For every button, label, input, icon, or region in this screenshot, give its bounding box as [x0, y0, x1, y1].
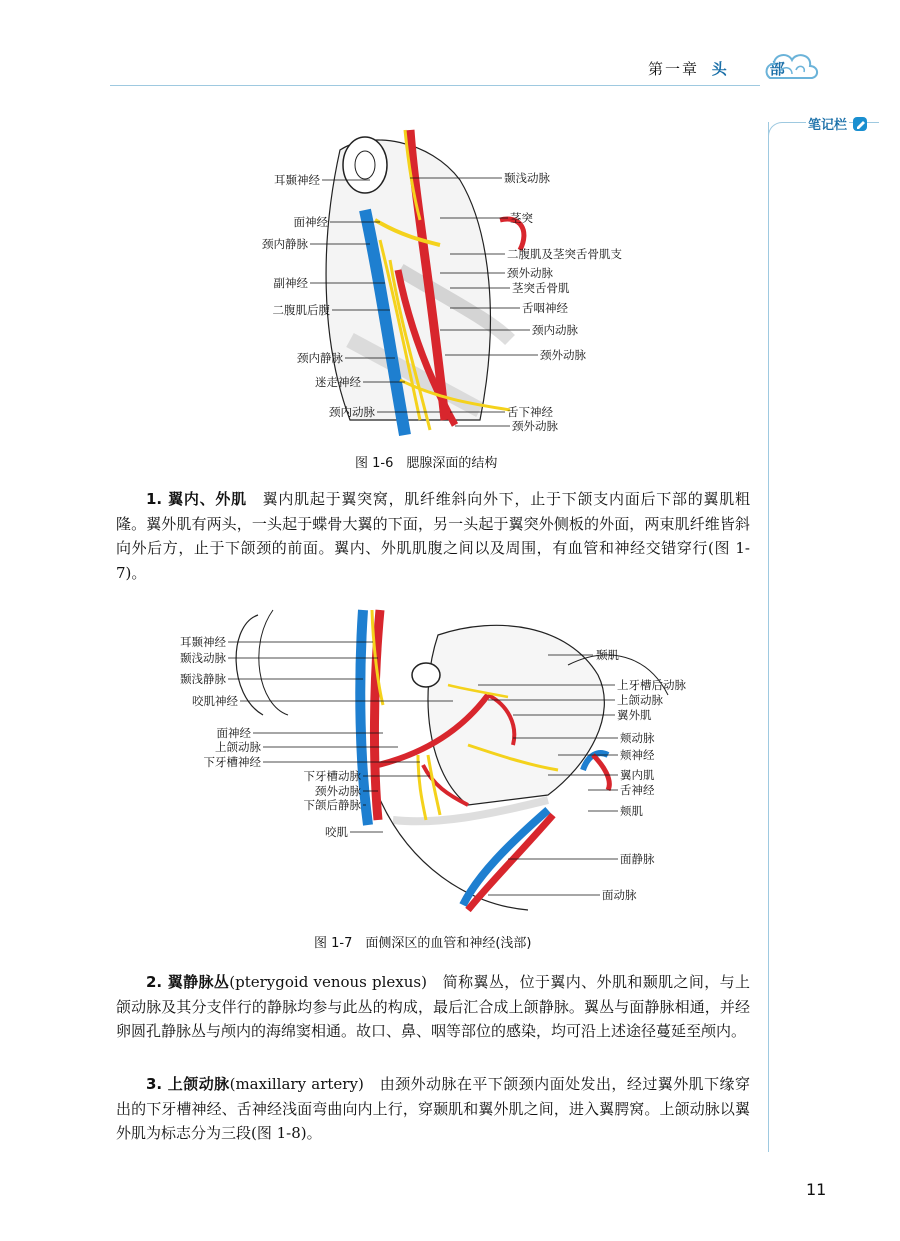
paragraph-pterygoid-venous-plexus	[116, 970, 750, 1044]
notes-column-rule	[768, 122, 769, 1152]
fig2-label-right: 面动脉	[602, 888, 637, 902]
fig2-label-left: 颈外动脉	[315, 784, 361, 798]
paragraph-english-term: (maxillary artery)	[229, 1075, 364, 1093]
fig1-label-left: 迷走神经	[315, 375, 361, 389]
paragraph-term: 2. 翼静脉丛	[146, 973, 230, 991]
fig2-label-right: 面静脉	[620, 852, 655, 866]
fig2-label-left: 下牙槽动脉	[303, 769, 361, 783]
fig2-label-left: 耳颞神经	[180, 635, 226, 649]
notes-column-label: 笔记栏	[806, 114, 849, 133]
fig1-label-left: 颈内动脉	[329, 405, 375, 419]
cloud-ornament-icon	[762, 46, 822, 90]
fig1-label-right: 舌咽神经	[522, 301, 568, 315]
fig1-label-left: 副神经	[273, 276, 308, 290]
fig2-label-left: 面神经	[216, 726, 251, 740]
paragraph-maxillary-artery	[116, 1072, 750, 1146]
paragraph-english-term: (pterygoid venous plexus)	[229, 973, 427, 991]
fig2-label-left: 咬肌	[325, 825, 348, 839]
paragraph-pterygoid-muscles	[116, 487, 750, 585]
fig2-label-right: 颊肌	[620, 804, 643, 818]
fig1-label-right: 颈外动脉	[507, 266, 553, 280]
figure-1-6-caption: 图 1-6 腮腺深面的结构	[355, 456, 498, 471]
fig1-label-left: 颈内静脉	[297, 351, 343, 365]
facial-vein	[463, 810, 548, 905]
fig1-label-left: 耳颞神经	[274, 173, 320, 187]
facial-artery	[468, 815, 553, 910]
fig1-label-right: 茎突	[510, 211, 533, 225]
fig1-label-left: 二腹肌后腹	[272, 303, 330, 317]
fig1-label-right: 颞浅动脉	[504, 171, 550, 185]
fig2-label-left: 下牙槽神经	[203, 755, 261, 769]
fig2-label-right: 翼内肌	[620, 768, 655, 782]
fig2-label-left: 下颌后静脉	[303, 798, 361, 812]
fig1-label-right: 颈外动脉	[540, 348, 586, 362]
figure-1-7-caption: 图 1-7 面侧深区的血管和神经(浅部)	[314, 936, 532, 951]
fig1-label-right: 颈外动脉	[512, 419, 558, 433]
fig2-label-left: 咬肌神经	[192, 694, 238, 708]
fig1-label-right: 颈内动脉	[532, 323, 578, 337]
paragraph-term: 1. 翼内、外肌	[146, 490, 247, 508]
figure-1-7-illustration	[168, 605, 708, 920]
figure-1-7	[168, 605, 708, 920]
header-rule	[110, 85, 760, 86]
paragraph-text: 简称翼丛，位于翼内、外肌和颞肌之间，与上颌动脉及其分支伴行的静脉均参与此丛的构成，最后汇合成上颌静脉。翼丛与面静脉相通，并经卵圆孔静脉丛与颅内的海绵窦相通。故口、鼻、咽等部位的感染，均可沿上述途径蔓延至颅内。	[116, 973, 750, 1040]
paragraph-term: 3. 上颌动脉	[146, 1075, 230, 1093]
fig2-label-left: 颞浅静脉	[180, 672, 226, 686]
fig1-label-left: 颈内静脉	[262, 237, 308, 251]
fig2-label-right: 翼外肌	[617, 708, 652, 722]
fig1-label-left: 面神经	[293, 215, 328, 229]
paragraph-text: 翼内肌起于翼突窝，肌纤维斜向外下，止于下颌支内面后下部的翼肌粗隆。翼外肌有两头，一头起于蝶骨大翼的下面，另一头起于翼突外侧板的外面，两束肌纤维皆斜向外后方，止于下颌颈的前面。翼内、外肌肌腹之间以及周围，有血管和神经交错穿行(图 1-7)。	[116, 490, 750, 582]
figure-1-6	[230, 120, 650, 440]
chapter-number: 第一章	[648, 60, 700, 78]
figure-1-6-illustration	[230, 120, 650, 440]
fig2-label-right: 颊神经	[620, 748, 655, 762]
pencil-note-icon	[852, 116, 870, 132]
chapter-topic: 头 部	[711, 60, 799, 78]
fig1-label-right: 茎突舌骨肌	[512, 281, 570, 295]
fig2-label-right: 舌神经	[620, 783, 655, 797]
paragraph-text: 由颈外动脉在平下颌颈内面处发出，经过翼外肌下缘穿出的下牙槽神经、舌神经浅面弯曲向内上行，穿颞肌和翼外肌之间，进入翼腭窝。上颌动脉以翼外肌为标志分为三段(图 1-8)。	[116, 1075, 751, 1142]
page-number: 11	[806, 1180, 827, 1199]
fig2-label-right: 上牙槽后动脉	[617, 678, 686, 692]
fig2-label-right: 上颌动脉	[617, 693, 663, 707]
fig1-label-right: 舌下神经	[507, 405, 553, 419]
fig2-label-right: 颊动脉	[620, 731, 655, 745]
fig2-label-right: 颞肌	[596, 648, 619, 662]
fig2-label-left: 颞浅动脉	[180, 651, 226, 665]
fig2-label-left: 上颌动脉	[215, 740, 261, 754]
fig1-label-right: 二腹肌及茎突舌骨肌支	[507, 247, 622, 261]
